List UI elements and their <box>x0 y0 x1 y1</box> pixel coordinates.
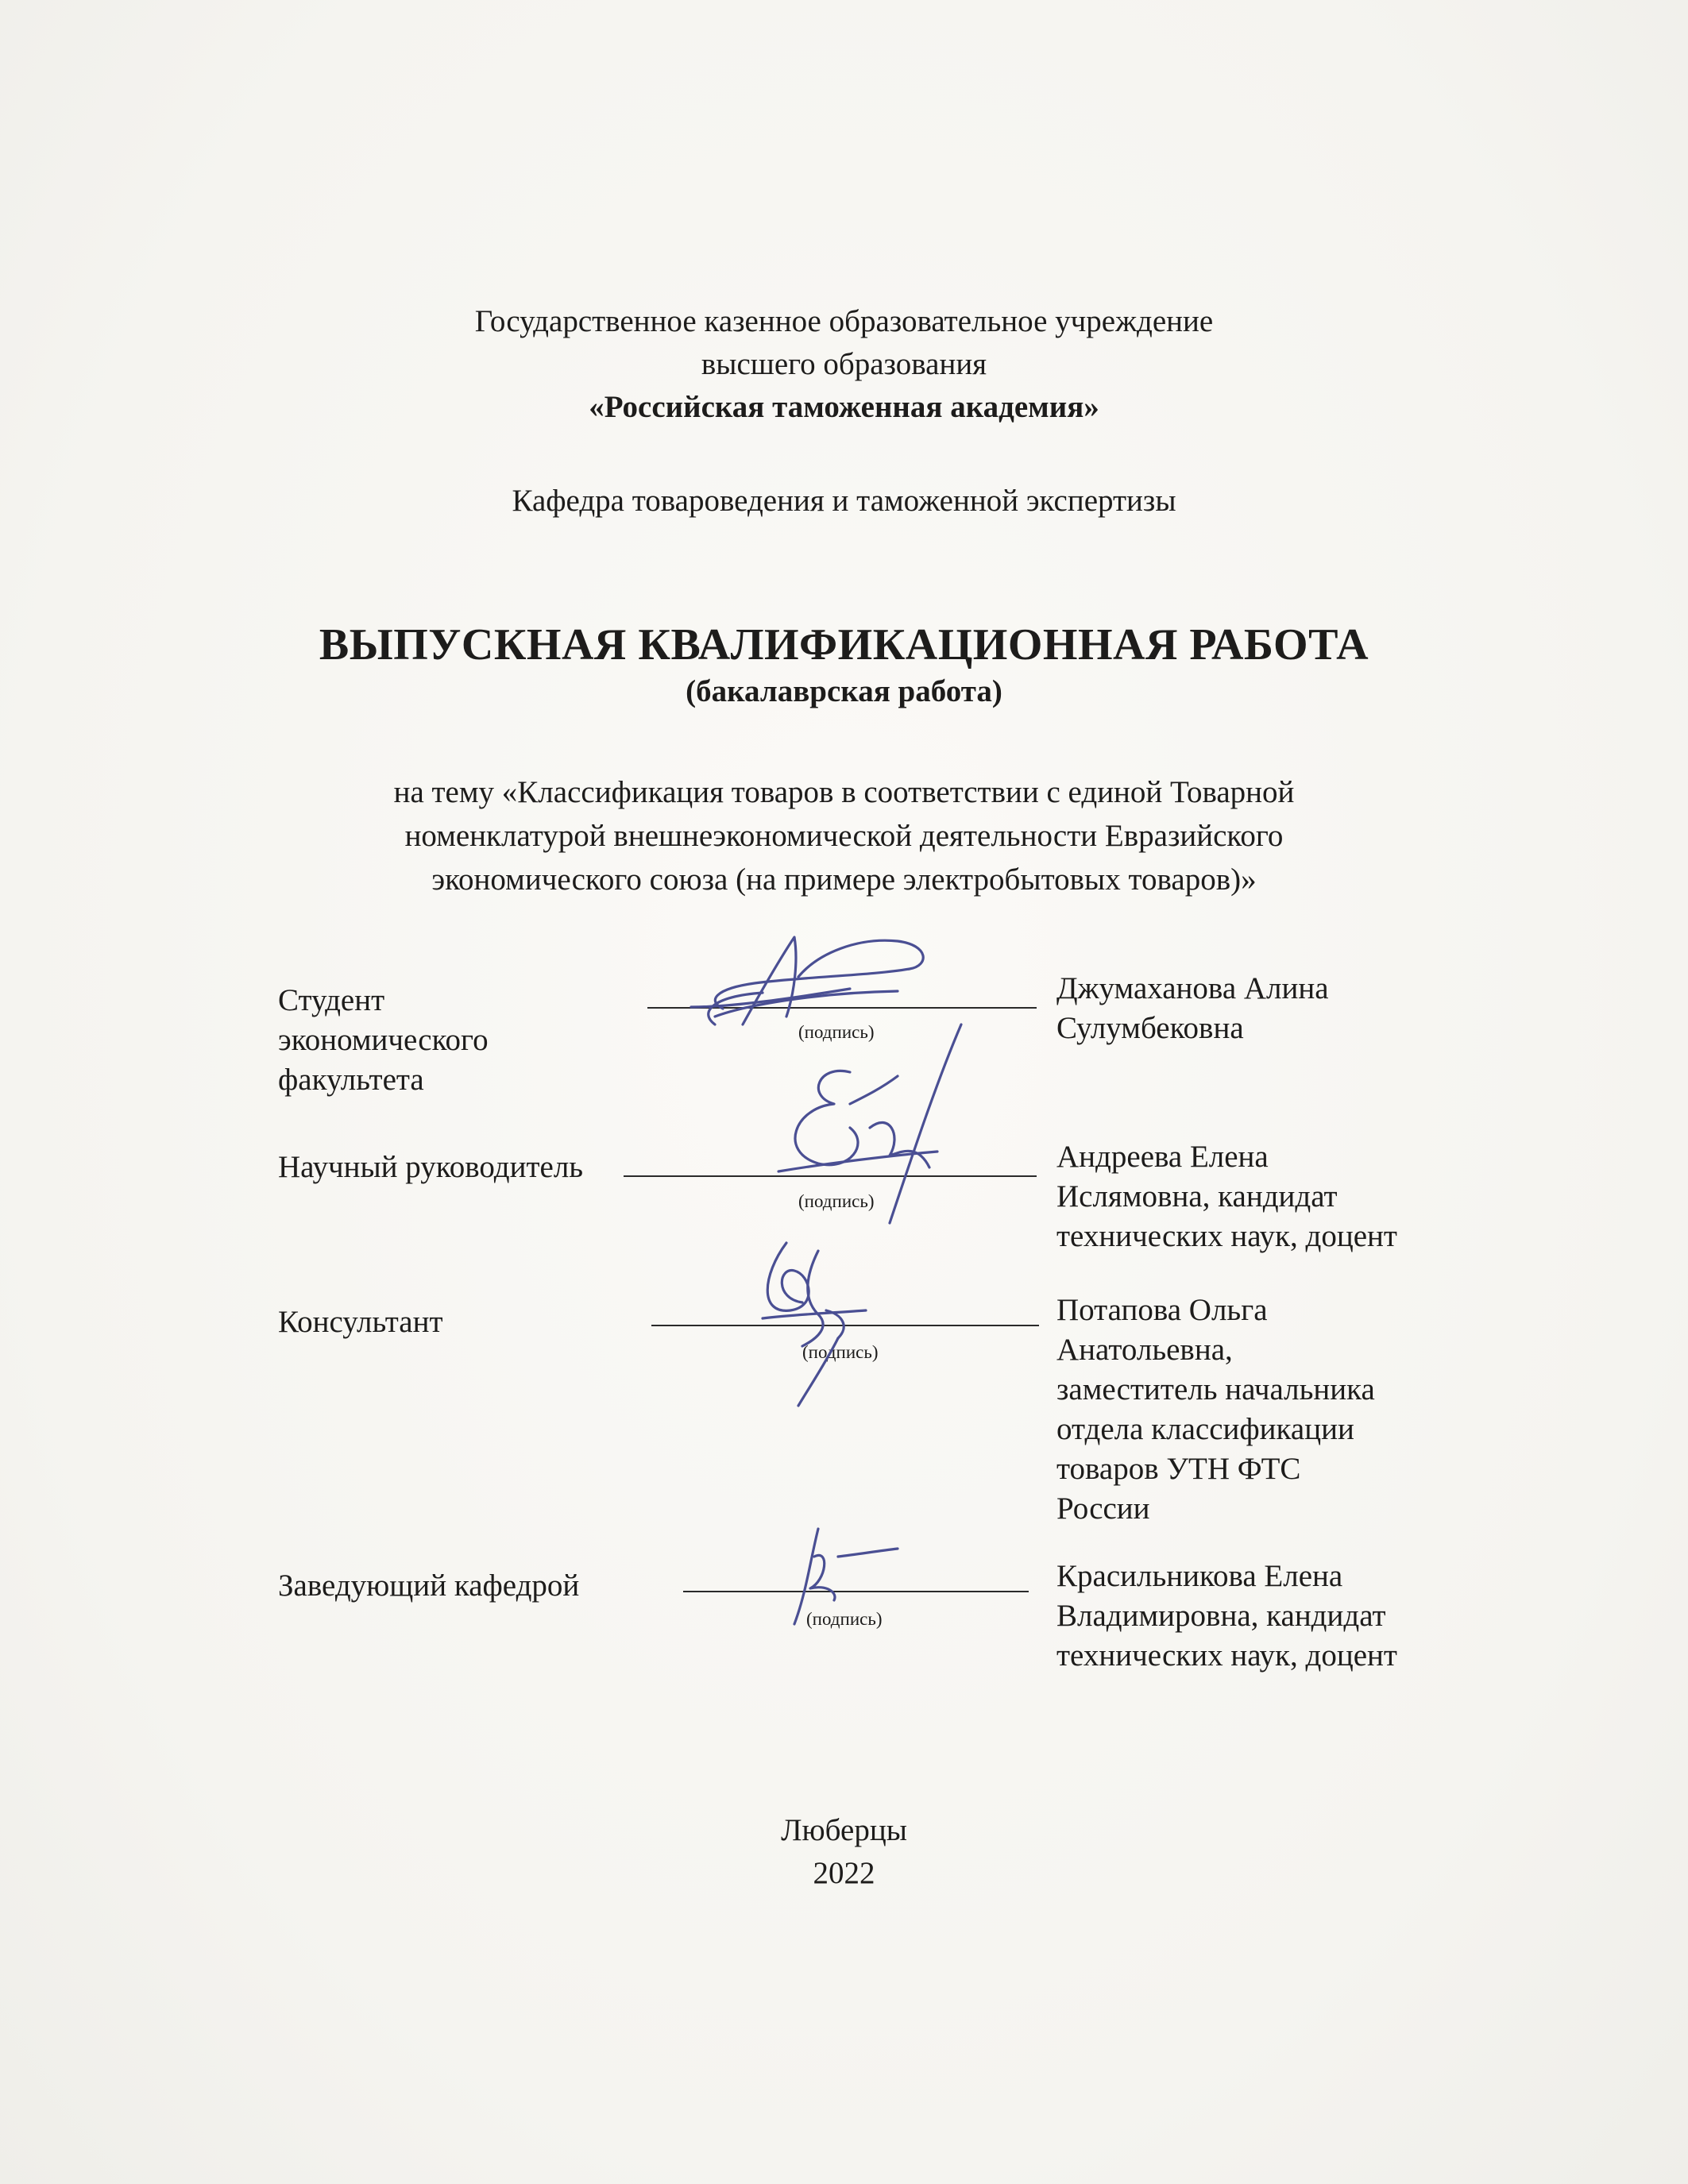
person-line: Андреева Елена <box>1056 1140 1269 1174</box>
person-line: заместитель начальника <box>1056 1372 1375 1406</box>
person-line: Красильникова Елена <box>1056 1559 1343 1593</box>
role-line: Консультант <box>278 1305 443 1339</box>
org-name: «Российская таможенная академия» <box>589 390 1099 424</box>
signatory-name-head <box>1056 1557 1470 1676</box>
city: Люберцы <box>781 1813 907 1847</box>
work-subtitle: (бакалаврская работа) <box>686 674 1002 708</box>
signature-caption: (подпись) <box>798 1022 875 1042</box>
role-line: Студент <box>278 983 385 1017</box>
signatory-name-supervisor <box>1056 1137 1470 1256</box>
signatory-role-supervisor <box>278 1148 583 1187</box>
theme-line-3: экономического союза (на примере электробытовых товаров)» <box>431 862 1257 897</box>
signatory-role-consultant <box>278 1302 443 1342</box>
signature-consultant <box>731 1227 906 1410</box>
person-line: Владимировна, кандидат <box>1056 1599 1386 1633</box>
person-line: Ислямовна, кандидат <box>1056 1179 1338 1214</box>
signatory-name-consultant <box>1056 1291 1470 1529</box>
person-line: технических наук, доцент <box>1056 1638 1397 1673</box>
signature-caption: (подпись) <box>806 1609 883 1629</box>
person-line: Анатольевна, <box>1056 1333 1233 1367</box>
person-line: Потапова Ольга <box>1056 1293 1268 1327</box>
signature-head <box>763 1521 906 1632</box>
person-line: товаров УТН ФТС <box>1056 1452 1301 1486</box>
person-line: Сулумбековна <box>1056 1011 1244 1045</box>
signatory-name-student <box>1056 969 1470 1048</box>
role-line: Научный руководитель <box>278 1150 584 1184</box>
org-line-1: Государственное казенное образовательное учреждение <box>474 304 1214 338</box>
signature-caption: (подпись) <box>798 1191 875 1211</box>
department: Кафедра товароведения и таможенной экспертизы <box>512 484 1176 518</box>
work-title: ВЫПУСКНАЯ КВАЛИФИКАЦИОННАЯ РАБОТА <box>319 620 1369 669</box>
signature-caption: (подпись) <box>802 1342 879 1362</box>
org-line-2: высшего образования <box>701 347 987 381</box>
theme-line-1: на тему «Классификация товаров в соответствии с единой Товарной <box>393 775 1295 809</box>
signatory-role-head <box>278 1566 579 1606</box>
signatory-role-student <box>278 981 489 1100</box>
person-line: Джумаханова Алина <box>1056 971 1329 1005</box>
signature-supervisor <box>731 1017 985 1239</box>
person-line: технических наук, доцент <box>1056 1219 1397 1253</box>
person-line: отдела классификации <box>1056 1412 1354 1446</box>
theme-line-2: номенклатурой внешнеэкономической деятельности Евразийского <box>404 819 1284 853</box>
role-line: Заведующий кафедрой <box>278 1569 580 1603</box>
year: 2022 <box>813 1856 875 1890</box>
role-line: факультета <box>278 1063 424 1097</box>
person-line: России <box>1056 1491 1150 1526</box>
role-line: экономического <box>278 1023 489 1057</box>
